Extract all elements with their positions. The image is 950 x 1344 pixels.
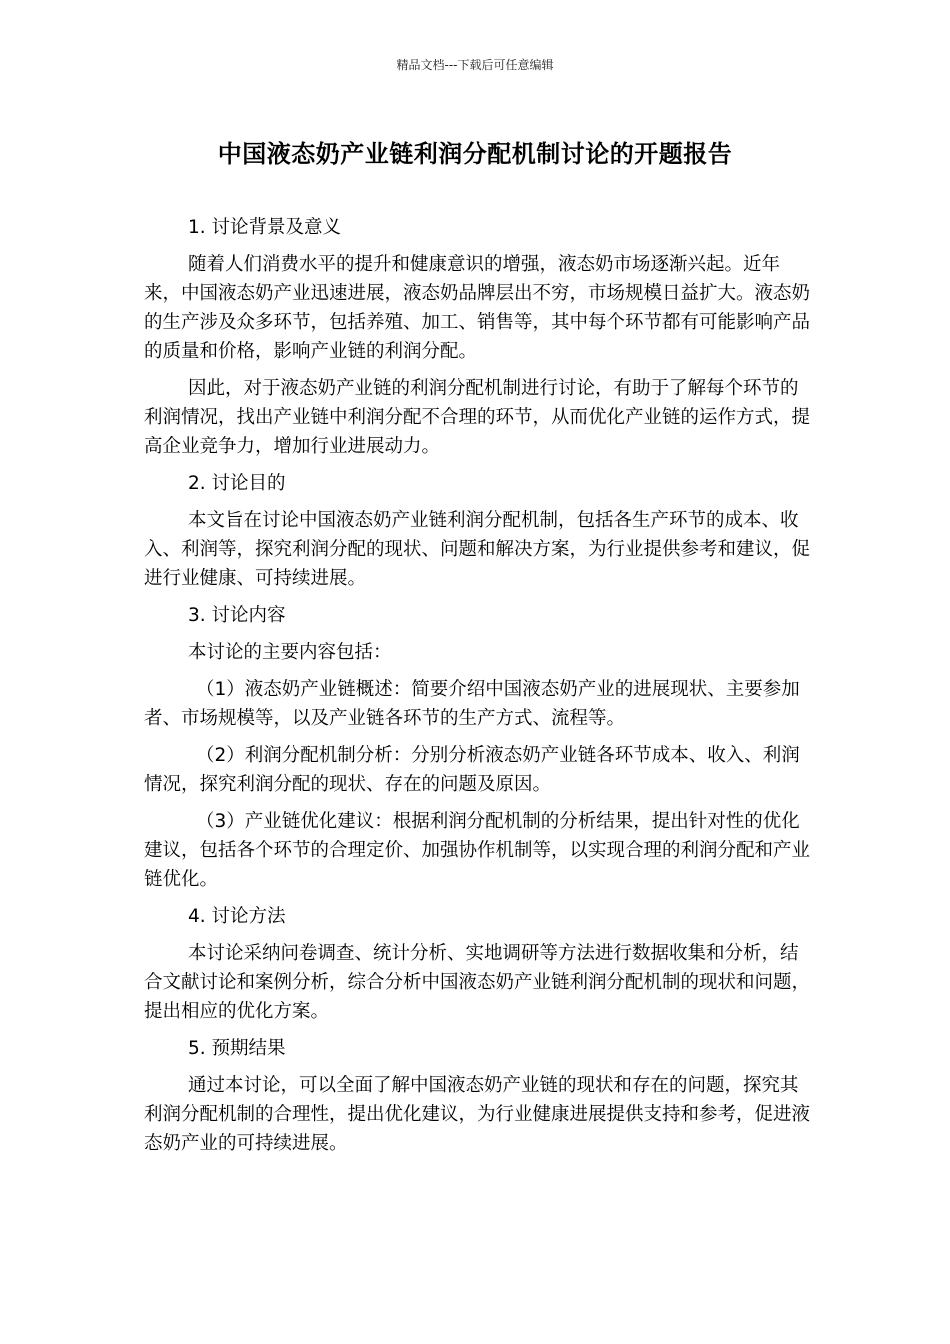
section-heading: 5. 预期结果 (188, 1038, 286, 1059)
paragraph: 本讨论采纳问卷调查、统计分析、实地调研等方法进行数据收集和分析，结合文献讨论和案例分析，综合分析中国液态奶产业链利润分配机制的现状和问题，提出相应的优化方案。 (144, 943, 811, 1022)
section-heading: 3. 讨论内容 (188, 605, 286, 626)
section-content (144, 601, 814, 894)
paragraph: 随着人们消费水平的提升和健康意识的增强，液态奶市场逐渐兴起。近年来，中国液态奶产业迅速进展，液态奶品牌层出不穷，市场规模日益扩大。液态奶的生产涉及众多环节，包括养殖、加工、销售等，其中每个环节都有可能影响产品的质量和价格，影响产业链的利润分配。 (144, 254, 811, 362)
document-title: 中国液态奶产业链利润分配机制讨论的开题报告 (217, 140, 733, 168)
section-heading: 2. 讨论目的 (188, 473, 286, 494)
paragraph: 通过本讨论，可以全面了解中国液态奶产业链的现状和存在的问题，探究其利润分配机制的合理性，提出优化建议，为行业健康进展提供支持和参考，促进液态奶产业的可持续进展。 (144, 1075, 811, 1154)
section-heading: 1. 讨论背景及意义 (188, 217, 342, 238)
document-body (144, 213, 814, 1166)
page-header-note: 精品文档---下载后可任意编辑 (396, 58, 554, 72)
paragraph: 本讨论的主要内容包括： (188, 642, 392, 663)
list-item: （1）液态奶产业链概述：简要介绍中国液态奶产业的进展现状、主要参加者、市场规模等，以及产业链各环节的生产方式、流程等。 (144, 679, 800, 729)
paragraph: 因此，对于液态奶产业链的利润分配机制进行讨论，有助于了解每个环节的利润情况，找出产业链中利润分配不合理的环节，从而优化产业链的运作方式，提高企业竞争力，增加行业进展动力。 (144, 378, 811, 457)
section-purpose (144, 469, 814, 593)
list-item: （2）利润分配机制分析：分别分析液态奶产业链各环节成本、收入、利润情况，探究利润分配的现状、存在的问题及原因。 (144, 745, 800, 795)
paragraph: 本文旨在讨论中国液态奶产业链利润分配机制，包括各生产环节的成本、收入、利润等，探究利润分配的现状、问题和解决方案，为行业提供参考和建议，促进行业健康、可持续进展。 (144, 510, 811, 589)
list-item: （3）产业链优化建议：根据利润分配机制的分析结果，提出针对性的优化建议，包括各个环节的合理定价、加强协作机制等，以实现合理的利润分配和产业链优化。 (144, 811, 811, 890)
section-background (144, 213, 814, 461)
section-expected-results (144, 1034, 814, 1158)
section-heading: 4. 讨论方法 (188, 906, 286, 927)
section-method (144, 902, 814, 1026)
